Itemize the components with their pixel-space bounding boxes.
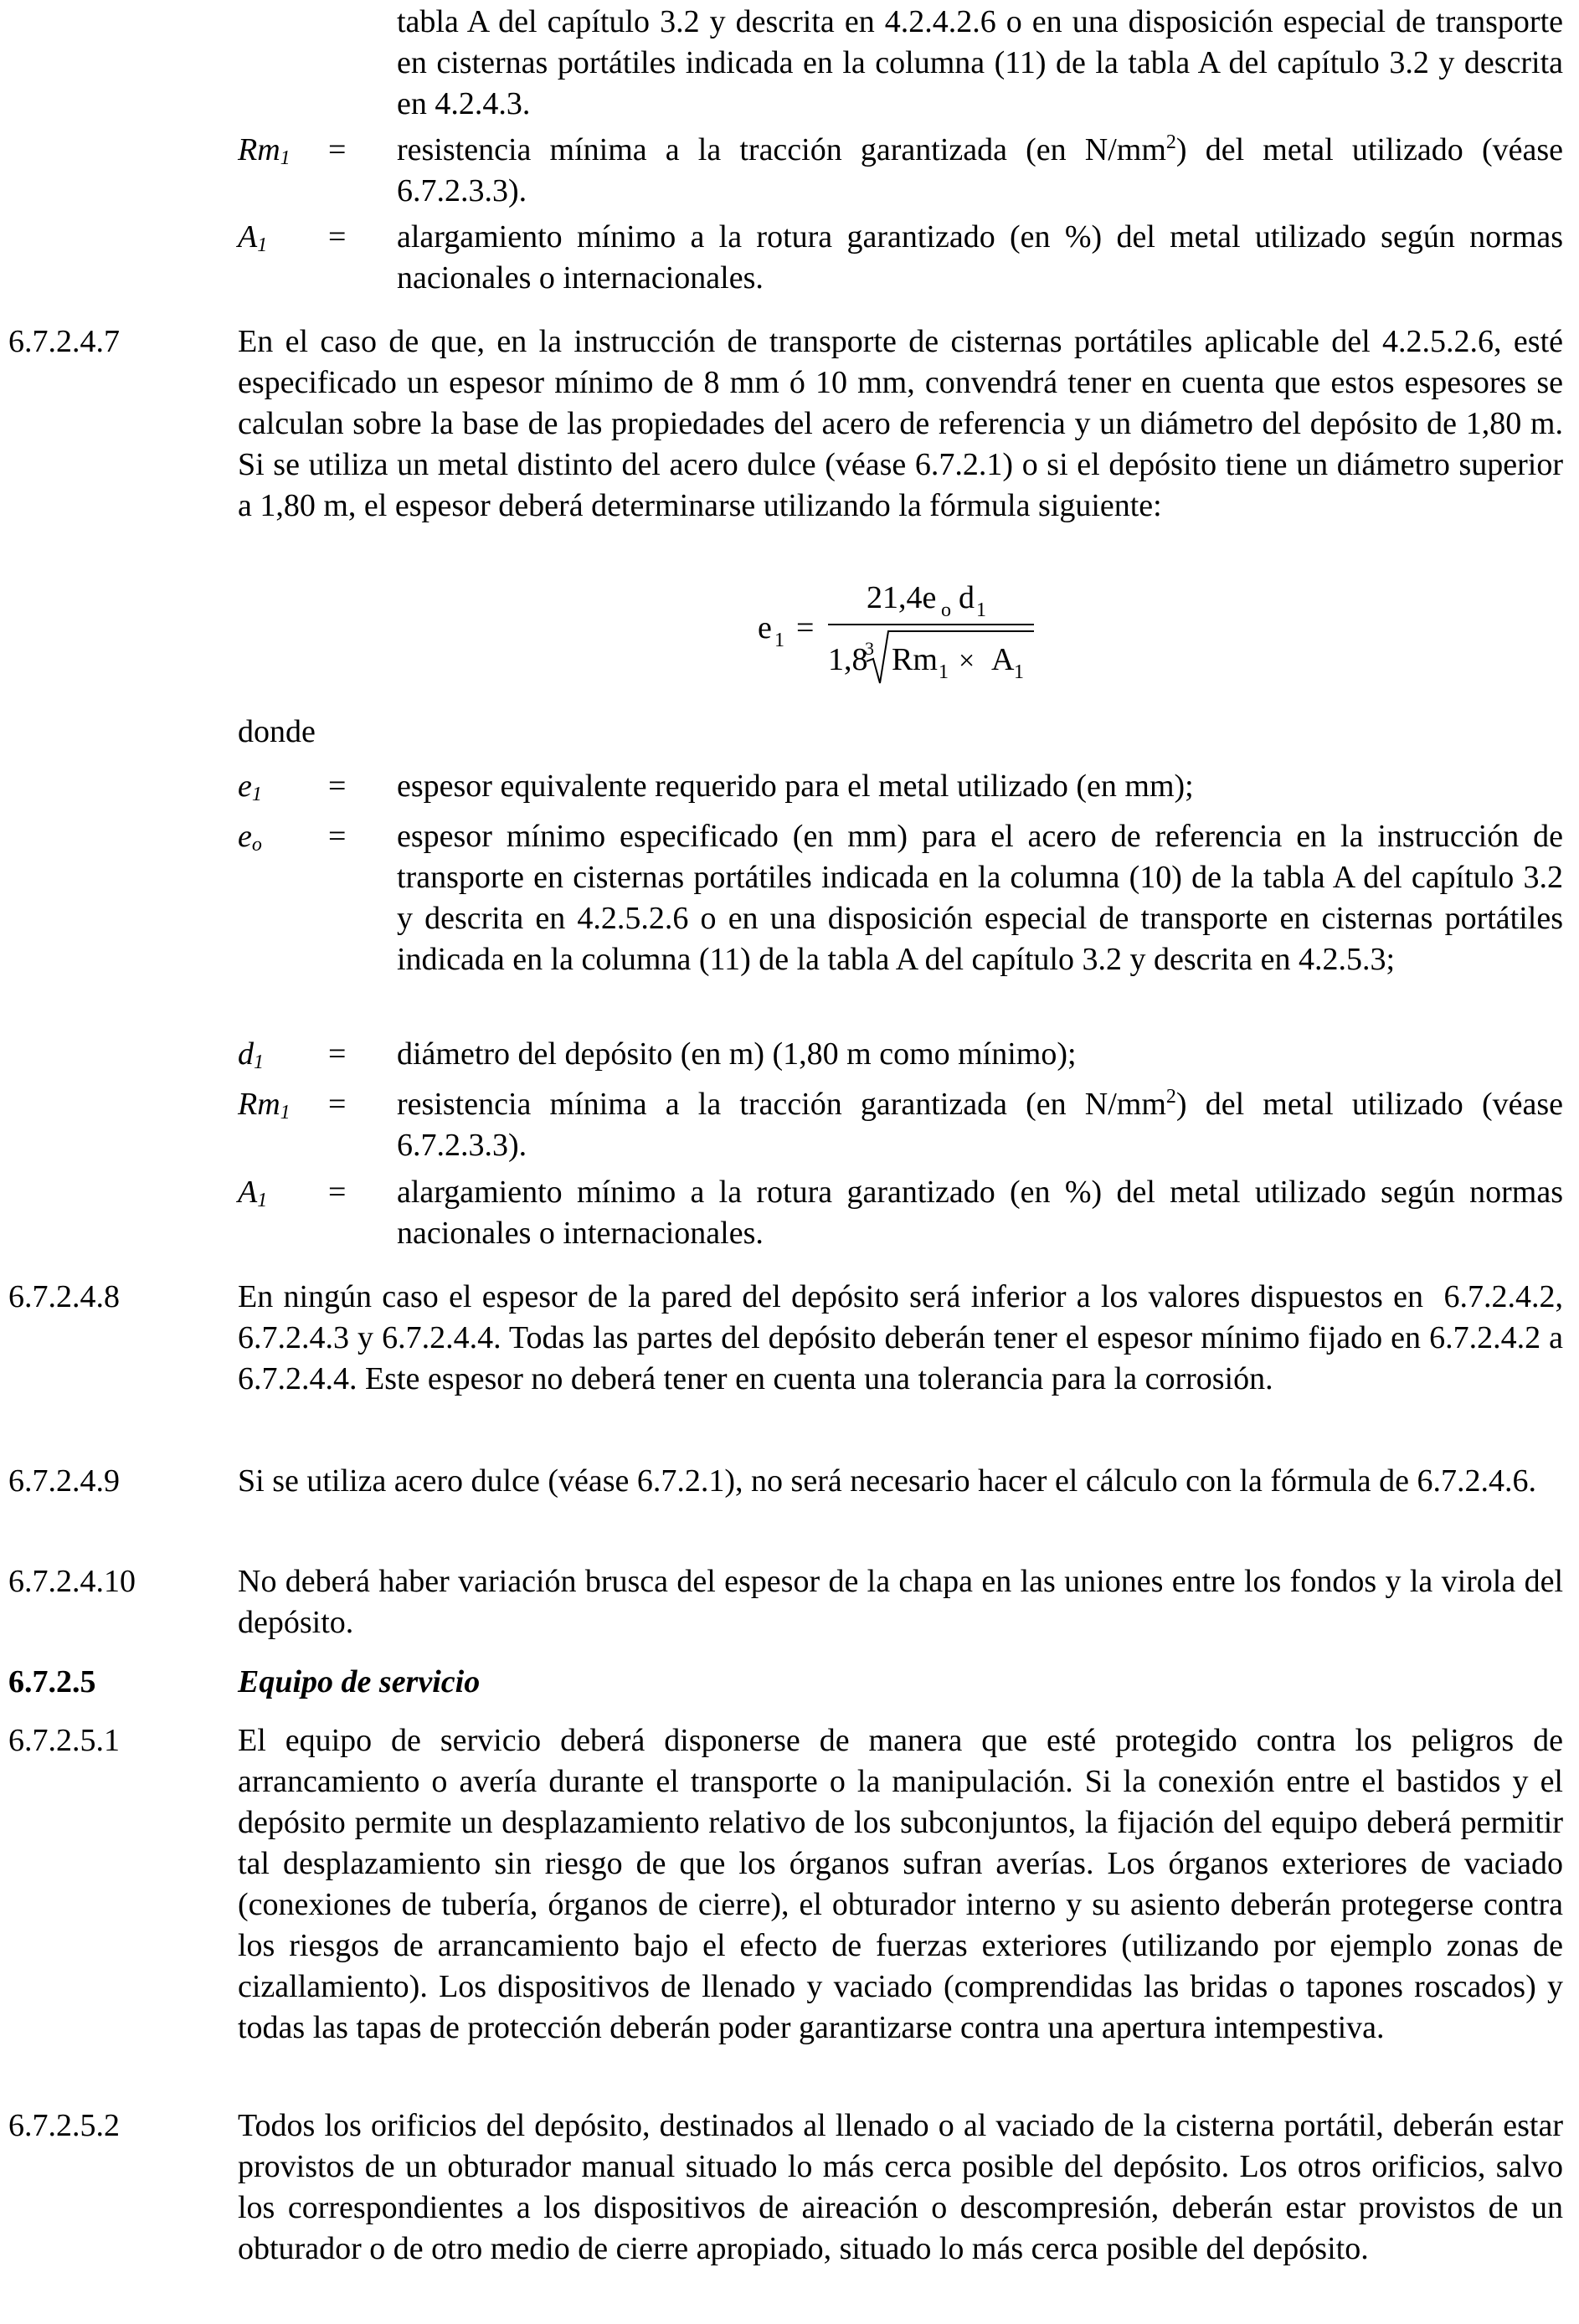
formula-numerator-sub-1: 1 <box>976 599 986 621</box>
section-number: 6.7.2.4.8 <box>8 1279 120 1314</box>
section-number: 6.7.2.4.9 <box>8 1463 120 1499</box>
paragraph-text: En el caso de que, en la instrucción de transporte de cisternas portátiles aplicable del 4.2.5.2.6, esté especificado un espesor mínimo de 8 mm ó 10 mm, convendrá tener en cuenta que estos espesores se calculan sobre la base de las propiedades del acero de referencia y un diámetro del depósito de 1,80 m. Si se utiliza un metal distinto del acero dulce (véase 6.7.2.1) o si el depósito tiene un diámetro superior a 1,80 m, el espesor deberá determinarse utilizando la fórmula siguiente: <box>238 324 1563 523</box>
variable-symbol: $e_o$ <box>238 819 262 856</box>
variable-symbol: $e_1$ <box>238 769 262 805</box>
variable-description: alargamiento mínimo a la rotura garantizado (en %) del metal utilizado según normas nacionales o internacionales. <box>397 1175 1563 1251</box>
formula-numerator-d: d <box>959 580 975 615</box>
equals-sign: = <box>328 769 347 804</box>
formula-equals: = <box>796 610 815 645</box>
equals-sign: = <box>328 1175 347 1210</box>
variable-symbol: $A_1$ <box>238 219 268 256</box>
variable-symbol: $Rm_1$ <box>238 1087 291 1123</box>
paragraph-text: No deberá haber variación brusca del espesor de la chapa en las uniones entre los fondos y la virola del depósito. <box>238 1564 1563 1640</box>
formula-rm-sub: 1 <box>939 661 949 683</box>
variable-description: resistencia mínima a la tracción garantizada (en $N/mm^2$) del metal utilizado (véase 6.7.2.3.3). <box>397 1086 1563 1163</box>
donde-label: donde <box>238 714 316 749</box>
paragraph-text: Si se utiliza acero dulce (véase 6.7.2.1), no será necesario hacer el cálculo con la fórmula de 6.7.2.4.6. <box>238 1463 1537 1499</box>
formula-lhs-subscript: 1 <box>774 630 784 651</box>
formula-numerator-sub-o: o <box>941 599 951 621</box>
section-title: Equipo de servicio <box>238 1664 481 1699</box>
formula-a: A <box>991 642 1015 677</box>
equals-sign: = <box>328 1036 347 1072</box>
paragraph-text: El equipo de servicio deberá disponerse de manera que esté protegido contra los peligros de arrancamiento o avería durante el transporte o la manipulación. Si la conexión entre el bastidos y el depósito permite un desplazamiento relativo de los subconjuntos, la fijación del equipo deberá permitir tal desplazamiento sin riesgo de que los órganos sufran averías. Los órganos exteriores de vaciado (conexiones de tubería, órganos de cierre), el obturador interno y su asiento deberán protegerse contra los riesgos de arrancamiento bajo el efecto de fuerzas exteriores (utilizando por ejemplo zonas de cizallamiento). Los dispositivos de llenado y vaciado (comprendidas las bridas o tapones roscados) y todas las tapas de protección deberán poder garantizarse contra una apertura intempestiva. <box>238 1723 1563 2045</box>
variable-description: espesor mínimo especificado (en mm) para el acero de referencia en la instrucción de transporte en cisternas portátiles indicada en la columna (10) de la tabla A del capítulo 3.2 y descrita en 4.2.5.2.6 o en una disposición especial de transporte en cisternas portátiles indicada en la columna (11) de la tabla A del capítulo 3.2 y descrita en 4.2.5.3; <box>397 819 1563 977</box>
paragraph-text: En ningún caso el espesor de la pared del depósito será inferior a los valores dispuestos en 6.7.2.4.2, 6.7.2.4.3 y 6.7.2.4.4. Todas las partes del depósito deberán tener el espesor mínimo fijado en 6.7.2.4.2 a 6.7.2.4.4. Este espesor no deberá tener en cuenta una tolerancia para la corrosión. <box>238 1279 1571 1396</box>
thickness-formula <box>758 578 1059 695</box>
equals-sign: = <box>328 132 347 167</box>
section-number: 6.7.2.4.10 <box>8 1564 136 1599</box>
formula-rm: Rm <box>892 642 938 677</box>
formula-times: × <box>959 645 975 676</box>
continuation-text: tabla A del capítulo 3.2 y descrita en 4.2.4.2.6 o en una disposición especial de transporte en cisternas portátiles indicada en la columna (11) de la tabla A del capítulo 3.2 y descrita en 4.2.4.3. <box>397 4 1563 121</box>
formula-denominator-coefficient: 1,8 <box>828 642 868 677</box>
variable-description: alargamiento mínimo a la rotura garantizado (en %) del metal utilizado según normas nacionales o internacionales. <box>397 219 1563 296</box>
variable-description: espesor equivalente requerido para el metal utilizado (en mm); <box>397 769 1194 804</box>
formula-root-index: 3 <box>865 638 874 659</box>
variable-symbol: $d_1$ <box>238 1036 264 1073</box>
formula-lhs: e <box>758 610 772 645</box>
paragraph-text: Todos los orificios del depósito, destinados al llenado o al vaciado de la cisterna portátil, deberán estar provistos de un obturador manual situado lo más cerca posible del depósito. Los otros orificios, salvo los correspondientes a los dispositivos de aireación o descompresión, deberán estar provistos de un obturador o de otro medio de cierre apropiado, situado lo más cerca posible del depósito. <box>238 2108 1563 2266</box>
formula-a-sub: 1 <box>1014 661 1024 683</box>
equals-sign: = <box>328 819 347 854</box>
section-number: 6.7.2.5 <box>8 1664 96 1699</box>
equals-sign: = <box>328 1087 347 1122</box>
section-number: 6.7.2.5.2 <box>8 2108 120 2143</box>
variable-symbol: $A_1$ <box>238 1175 268 1211</box>
section-number: 6.7.2.4.7 <box>8 324 120 359</box>
section-number: 6.7.2.5.1 <box>8 1723 120 1758</box>
variable-symbol: $Rm_1$ <box>238 132 291 169</box>
equals-sign: = <box>328 219 347 255</box>
formula-numerator: 21,4e <box>867 580 937 615</box>
variable-description: resistencia mínima a la tracción garantizada (en $N/mm^2$) del metal utilizado (véase 6.7.2.3.3). <box>397 131 1563 208</box>
variable-description: diámetro del depósito (en m) (1,80 m como mínimo); <box>397 1036 1077 1072</box>
